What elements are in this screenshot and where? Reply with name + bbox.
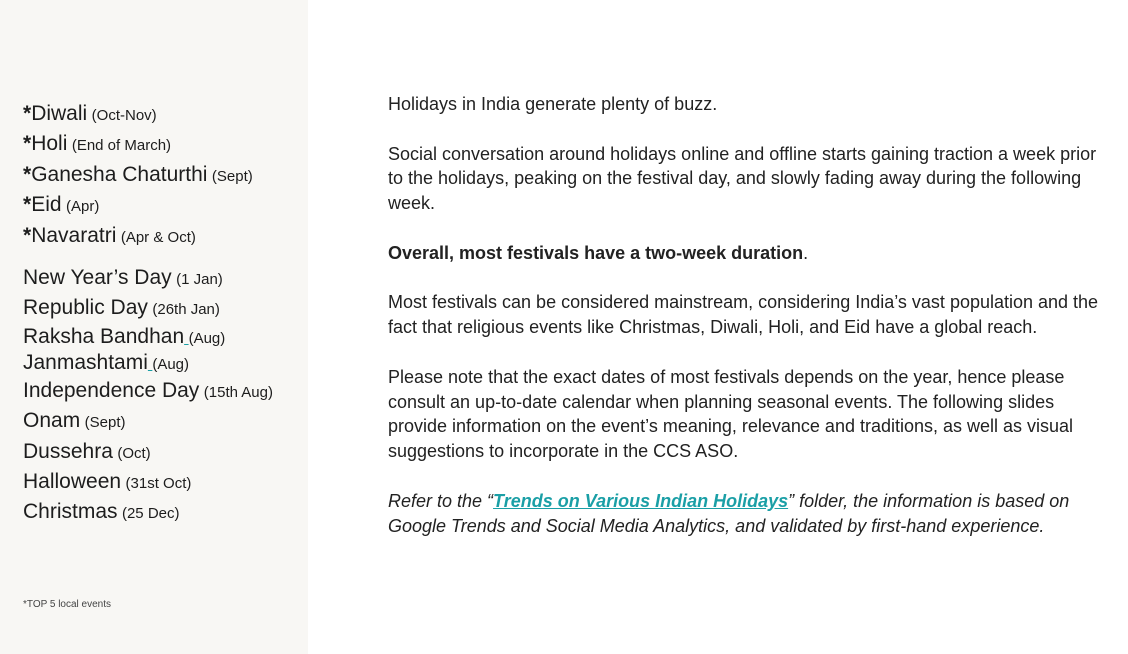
holiday-name: Navaratri [31,223,117,247]
holiday-name: Halloween [23,469,122,493]
holiday-item-eid [23,190,273,220]
holiday-date: (Sept) [84,414,126,432]
holiday-name: Independence Day [23,378,200,402]
holiday-date: (Apr) [66,198,100,216]
intro-paragraph: Holidays in India generate plenty of buzz. [388,94,718,114]
holiday-name: Republic Day [23,296,148,320]
holiday-item-onam [23,406,273,436]
holiday-name: Onam [23,409,81,433]
dates-note-paragraph: Please note that the exact dates of most festivals depends on the year, hence please consult an up-to-date calendar when planning seasonal events. The following slides provide information on the event’s meaning, relevance and traditions, as well as visual suggestions to incorporate in the CCS ASO. [388,366,1074,462]
holiday-name: Janmashtami [23,350,148,374]
top-event-star: * [23,162,32,186]
holiday-date: (Oct-Nov) [91,107,157,124]
holiday-date: (Apr & Oct) [120,228,196,246]
holiday-item-raksha-bandhan [23,324,273,350]
top-event-star: * [23,223,32,247]
holiday-item-independence-day [23,376,273,406]
top-events-group [23,99,273,251]
trends-folder-link[interactable]: Trends on Various Indian Holidays [493,490,789,511]
other-events-group [23,263,273,528]
holiday-item-ganesha-chaturthi [23,160,273,190]
top-event-star: * [23,193,32,217]
holiday-name: Eid [31,193,62,217]
holiday-date: (End of March) [71,137,172,155]
top-event-star: * [23,132,32,156]
holiday-item-diwali [23,99,273,129]
footnote: *TOP 5 local events [23,599,112,610]
main-content [388,92,1103,563]
conversation-paragraph: Social conversation around holidays online and offline starts gaining traction a week prior to the holidays, peaking on the festival day, and slowly fading away during the following week. [388,143,1097,214]
holiday-date: (25 Dec) [121,505,180,523]
holiday-list [23,99,273,528]
holiday-item-republic-day [23,293,273,323]
holiday-name: Christmas [23,500,118,524]
holiday-item-janmashtami [23,350,273,376]
mainstream-paragraph: Most festivals can be considered mainstream, considering India’s vast population and the fact that religious events like Christmas, Diwali, Holi, and Eid have a global reach. [388,292,1099,338]
holiday-name: Ganesha Chaturthi [31,162,208,186]
top-event-star: * [23,102,32,125]
duration-paragraph [388,241,1103,266]
reference-prefix: Refer to the “ [388,490,494,511]
duration-statement: Overall, most festivals have a two-week duration [388,242,804,263]
holiday-date: (26th Jan) [152,301,220,319]
reference-suffix: ” folder, the information is based on Google Trends and Social Media Analytics, and validated by first-hand experience. [388,490,1070,536]
holiday-item-new-years-day [23,263,273,293]
holiday-name: Holi [31,132,68,156]
holiday-name: Dussehra [23,439,113,463]
holiday-sidebar [0,0,308,654]
holiday-date: (Aug) [188,329,226,347]
holiday-item-navaratri [23,221,273,251]
holiday-name: Diwali [31,102,88,125]
holiday-item-halloween [23,467,273,497]
holiday-date: (1 Jan) [176,270,223,288]
holiday-date: (Sept) [211,167,253,185]
holiday-date: (Oct) [117,444,151,462]
duration-period: . [803,242,809,263]
holiday-name: Raksha Bandhan [23,324,185,348]
holiday-item-christmas [23,497,273,527]
holiday-item-dussehra [23,437,273,467]
holiday-name: New Year’s Day [23,265,172,289]
holiday-date: (15th Aug) [203,383,273,401]
holiday-date: (31st Oct) [125,474,192,492]
reference-paragraph [388,489,1103,539]
holiday-item-holi [23,129,273,159]
holiday-date: (Aug) [152,355,190,373]
